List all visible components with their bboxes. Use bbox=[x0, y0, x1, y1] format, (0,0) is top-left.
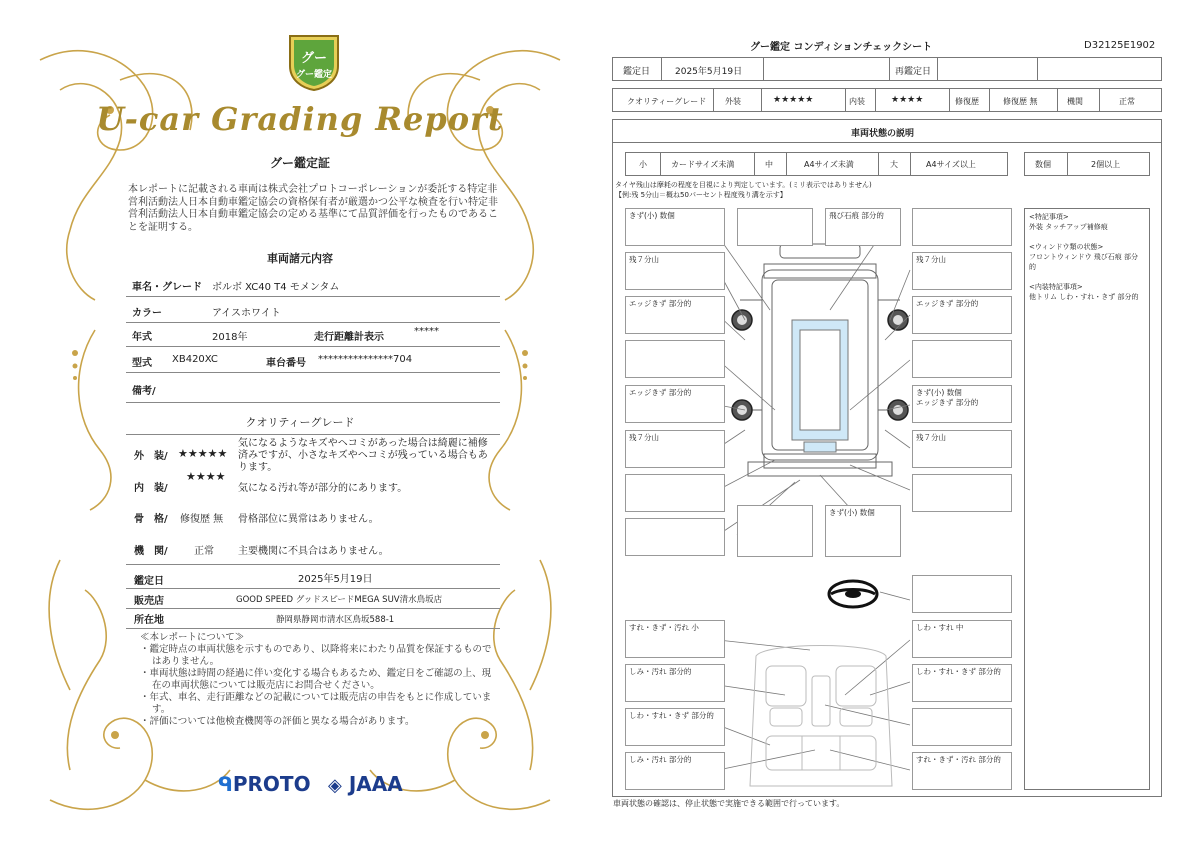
exterior-note-top-2: 飛び石痕 部分的 bbox=[825, 208, 901, 246]
proto-logo: ᑫPROTO bbox=[218, 772, 311, 796]
count-legend: 数個 2個以上 bbox=[1024, 152, 1150, 176]
spec-row-year: 年式 2018年 走行距離計表示 ***** bbox=[126, 322, 500, 347]
quality-divider bbox=[126, 434, 500, 435]
special-notes-panel: <特記事項> 外装 タッチアップ補修痕 <ウィンドウ類の状態> フロントウィンドウ 飛び石痕 部分的 <内装特記事項> 他トリム しわ・すれ・きず 部分的 bbox=[1024, 208, 1150, 790]
report-notes bbox=[140, 632, 500, 728]
interior-seat-diagram-icon bbox=[746, 636, 896, 792]
exterior-note-right-2: 残７分山 bbox=[912, 252, 1012, 290]
quality-heading: クオリティーグレード bbox=[245, 416, 355, 429]
exterior-note-left-1: きず(小) 数個 bbox=[625, 208, 725, 246]
sheet-title: グー鑑定 コンディションチェックシート bbox=[750, 42, 933, 53]
quality-exterior: 外 装/ ★★★★★ 気になるようなキズやヘコミがあった場合は綺麗に補修済みですが、小さなキズやヘコミが残っている場合もあります。 bbox=[134, 438, 488, 473]
proto-mark-icon: ᑫ bbox=[218, 772, 233, 796]
interior-note-left-2: しみ・汚れ 部分的 bbox=[625, 664, 725, 702]
appraisal-shop-row: 販売店 GOOD SPEED グッドスピードMEGA SUV清水鳥坂店 bbox=[126, 588, 500, 609]
tire-note-1: タイヤ残山は摩耗の程度を目視により判定しています。(ミリ表示ではありません) bbox=[615, 181, 872, 189]
quality-grade-row: クオリティーグレード 外装 ★★★★★ 内装 ★★★★ 修復歴 修復歴 無 機関 正常 bbox=[612, 88, 1162, 112]
spec-heading: 車両諸元内容 bbox=[267, 252, 333, 265]
exterior-note-left-6: 残７分山 bbox=[625, 430, 725, 468]
svg-text:グー鑑定: グー鑑定 bbox=[295, 70, 333, 80]
note-item: ・鑑定時点の車両状態を示すものであり、以降将来にわたり品質を保証するものではありません。 bbox=[140, 644, 492, 667]
interior-note-left-1: すれ・きず・汚れ 小 bbox=[625, 620, 725, 658]
spec-row-name: 車名・グレード ボルボ XC40 T4 モメンタム bbox=[126, 270, 500, 297]
exterior-note-left-7 bbox=[625, 474, 725, 512]
exterior-note-right-4 bbox=[912, 340, 1012, 378]
note-item: ・評価については他検査機関等の評価と異なる場合があります。 bbox=[140, 716, 415, 727]
notes-title: ≪本レポートについて≫ bbox=[140, 632, 245, 643]
sheet-footer: 車両状態の確認は、停止状態で実施できる範囲で行っています。 bbox=[613, 799, 845, 808]
exterior-note-top-1 bbox=[737, 208, 813, 246]
exterior-note-left-5: エッジきず 部分的 bbox=[625, 385, 725, 423]
steering-wheel-icon bbox=[826, 578, 880, 610]
exterior-note-right-5: きず(小) 数個 エッジきず 部分的 bbox=[912, 385, 1012, 423]
svg-text:グー: グー bbox=[300, 51, 328, 66]
certificate-intro: 本レポートに記載される車両は株式会社プロトコーポレーションが委託する特定非営利活動法人日本自動車鑑定協会の資格保有者が厳選かつ公平な検査を行い特定非営利活動法人日本自動車鑑定協会の定める基準にて品質評価を行ったものであることを証明する。 bbox=[128, 184, 498, 233]
windshield-note bbox=[912, 575, 1012, 613]
quality-interior: 内 装/ ★★★★ 気になる汚れ等が部分的にあります。 bbox=[134, 470, 408, 494]
jaaa-mark-icon: ◈ bbox=[328, 775, 342, 796]
interior-note-right-1: しわ・すれ 中 bbox=[912, 620, 1012, 658]
sheet-id: D32125E1902 bbox=[1084, 40, 1156, 51]
exterior-note-left-8 bbox=[625, 518, 725, 556]
exterior-note-bottom-1 bbox=[737, 505, 813, 557]
interior-note-right-3 bbox=[912, 708, 1012, 746]
spec-row-model: 型式 XB420XC 車台番号 ***************704 bbox=[126, 346, 500, 373]
appraisal-address-row: 所在地 静岡県静岡市清水区鳥坂588-1 bbox=[126, 608, 500, 629]
note-item: ・年式、車名、走行距離などの記載については販売店の申告をもとに作成しています。 bbox=[140, 692, 492, 715]
exterior-note-right-7 bbox=[912, 474, 1012, 512]
exterior-note-bottom-2: きず(小) 数個 bbox=[825, 505, 901, 557]
report-script-title: U-car Grading Report bbox=[96, 100, 504, 138]
exterior-note-left-4 bbox=[625, 340, 725, 378]
interior-note-left-4: しみ・汚れ 部分的 bbox=[625, 752, 725, 790]
exterior-note-right-3: エッジきず 部分的 bbox=[912, 296, 1012, 334]
interior-note-left-3: しわ・すれ・きず 部分的 bbox=[625, 708, 725, 746]
description-heading: 車両状態の説明 bbox=[851, 129, 915, 139]
tire-note-2: 【例:残 5分山＝概ね50パーセント程度残り溝を示す】 bbox=[615, 191, 787, 199]
certificate-heading: グー鑑定証 bbox=[269, 156, 330, 170]
spec-row-color: カラー アイスホワイト bbox=[126, 296, 500, 323]
jaaa-logo: ◈ JAAA bbox=[328, 772, 403, 796]
note-item: ・車両状態は時間の経過に伴い変化する場合もあるため、鑑定日をご確認の上、現在の車両状態については販売店にお問合せください。 bbox=[140, 668, 492, 691]
size-legend: 小 カードサイズ未満 中 A4サイズ未満 大 A4サイズ以上 bbox=[625, 152, 1008, 176]
appraisal-date-row: 鑑定日 2025年5月19日 bbox=[126, 566, 500, 589]
exterior-note-right-1 bbox=[912, 208, 1012, 246]
exterior-note-right-6: 残７分山 bbox=[912, 430, 1012, 468]
exterior-note-left-3: エッジきず 部分的 bbox=[625, 296, 725, 334]
interior-note-right-2: しわ・すれ・きず 部分的 bbox=[912, 664, 1012, 702]
exterior-note-left-2: 残７分山 bbox=[625, 252, 725, 290]
condition-check-sheet bbox=[600, 0, 1200, 848]
quality-frame: 骨 格/ 修復歴 無 骨格部位に異常はありません。 bbox=[134, 514, 379, 525]
goo-appraisal-badge-icon bbox=[286, 30, 342, 92]
quality-engine: 機 関/ 正常 主要機関に不具合はありません。 bbox=[126, 534, 500, 565]
interior-note-right-4: すれ・きず・汚れ 部分的 bbox=[912, 752, 1012, 790]
spec-row-remarks: 備考/ bbox=[126, 372, 500, 403]
date-row: 鑑定日 2025年5月19日 再鑑定日 bbox=[612, 57, 1162, 81]
